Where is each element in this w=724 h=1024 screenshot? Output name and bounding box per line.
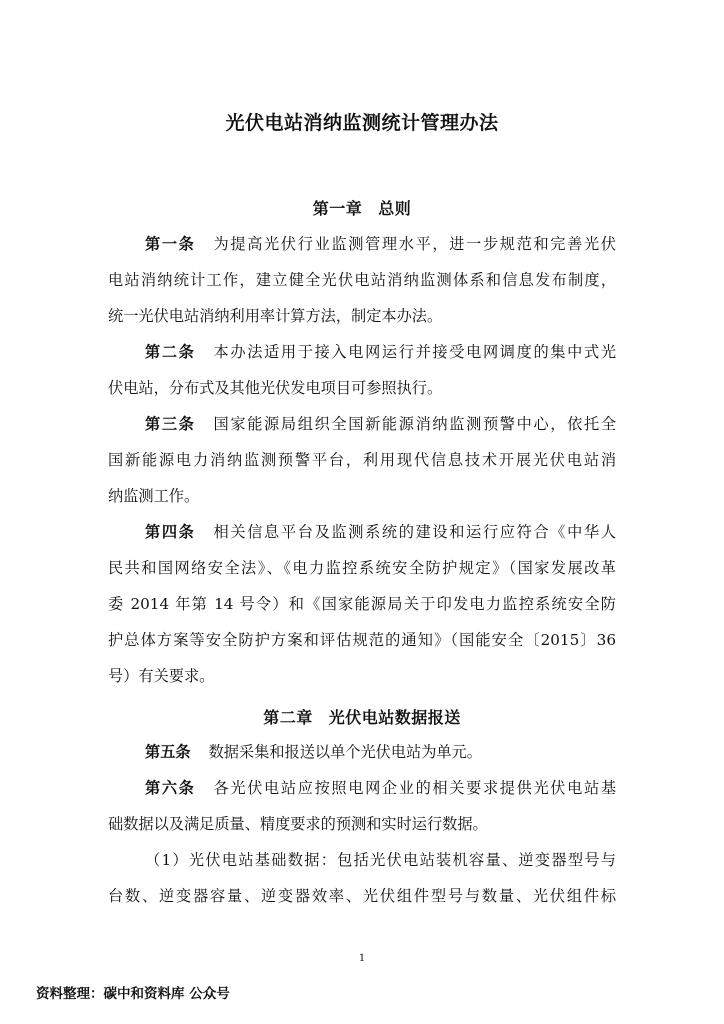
article-2-line-2: 伏电站，分布式及其他光伏发电项目可参照执行。: [108, 379, 443, 397]
article-4-line-3: 委 2014 年第 14 号令）和《国家能源局关于印发电力监控系统安全防: [108, 595, 616, 613]
article-4-line-1: 第四条 相关信息平台及监测系统的建设和运行应符合《中华人: [145, 523, 617, 541]
article-1-line-1: 第一条 为提高光伏行业监测管理水平，进一步规范和完善光伏: [145, 235, 617, 253]
article-2-label: 第二条: [145, 343, 196, 361]
article-4-line-5: 号）有关要求。: [108, 667, 215, 685]
article-6-label: 第六条: [145, 779, 196, 797]
article-5-label: 第五条: [145, 743, 191, 761]
article-2-line-1: 第二条 本办法适用于接入电网运行并接受电网调度的集中式光: [145, 343, 617, 361]
chapter-1-heading: [0, 196, 724, 219]
article-4-line-2: 民共和国网络安全法》、《电力监控系统安全防护规定》（国家发展改革: [108, 559, 616, 577]
chapter-1-number: 第一章: [312, 199, 363, 218]
chapter-2-heading: [0, 705, 724, 728]
chapter-1-name: 总则: [378, 199, 412, 218]
article-3-label: 第三条: [145, 415, 196, 433]
article-6-line-2: 础数据以及满足质量、精度要求的预测和实时运行数据。: [108, 815, 488, 833]
chapter-2-name: 光伏电站数据报送: [328, 708, 461, 727]
article-1-line-2: 电站消纳统计工作，建立健全光伏电站消纳监测体系和信息发布制度，: [108, 271, 616, 289]
page-number: 1: [358, 953, 366, 964]
item-1-line-2: 台数、逆变器容量、逆变器效率、光伏组件型号与数量、光伏组件标: [108, 887, 616, 905]
article-5-line-1: 第五条 数据采集和报送以单个光伏电站为单元。: [145, 743, 482, 761]
article-6-line-1: 第六条 各光伏电站应按照电网企业的相关要求提供光伏电站基: [145, 779, 617, 797]
chapter-2-number: 第二章: [263, 708, 313, 727]
article-3-line-2: 国新能源电力消纳监测预警平台，利用现代信息技术开展光伏电站消: [108, 451, 616, 469]
article-3-line-3: 纳监测工作。: [108, 487, 200, 505]
footer-note: 资料整理：碳中和资料库 公众号: [36, 986, 230, 1002]
article-3-line-1: 第三条 国家能源局组织全国新能源消纳监测预警中心，依托全: [145, 415, 617, 433]
article-4-label: 第四条: [145, 523, 196, 541]
item-1-line-1: （1）光伏电站基础数据：包括光伏电站装机容量、逆变器型号与: [145, 851, 616, 869]
document-title: 光伏电站消纳监测统计管理办法: [225, 112, 499, 134]
article-4-line-4: 护总体方案等安全防护方案和评估规范的通知》（国能安全〔2015〕36: [108, 631, 616, 649]
article-1-line-3: 统一光伏电站消纳利用率计算方法，制定本办法。: [108, 307, 443, 325]
article-1-label: 第一条: [145, 235, 196, 253]
